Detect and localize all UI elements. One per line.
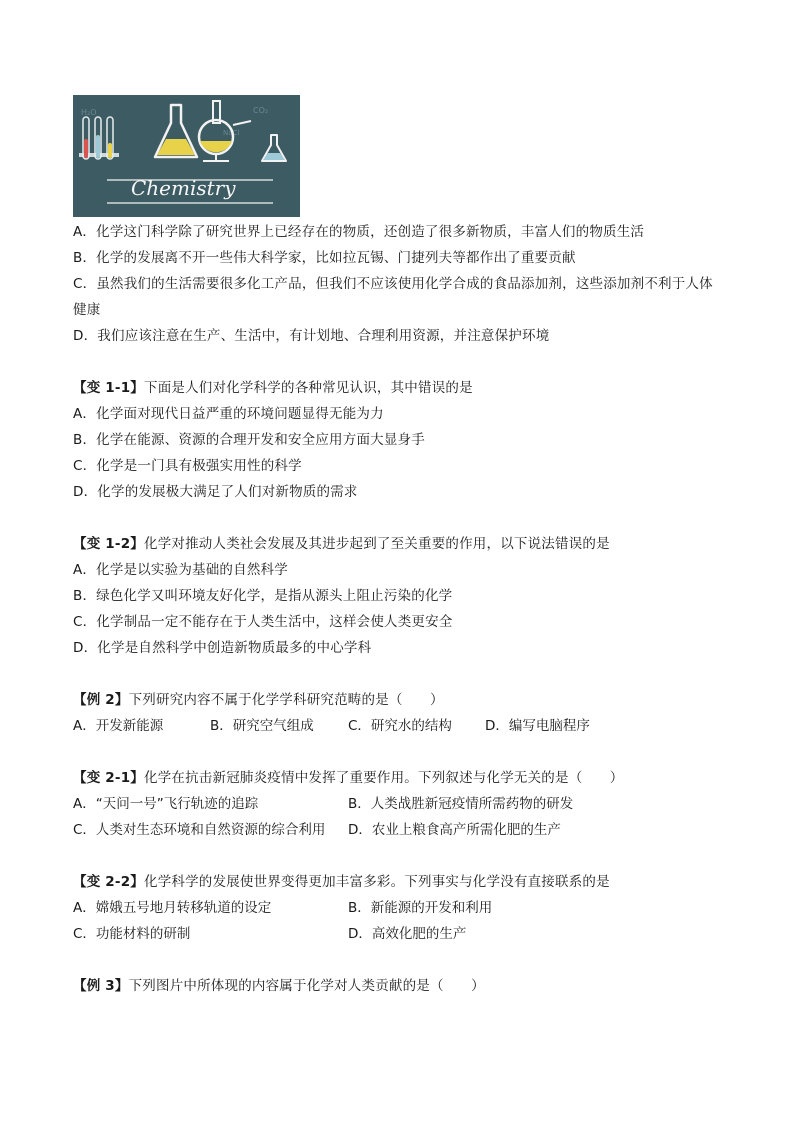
v12-option-a: A．化学是以实验为基础的自然科学 (73, 562, 288, 578)
question-tag: 【变 1-1】 (73, 380, 144, 396)
v12-option-c: C．化学制品一定不能存在于人类生活中，这样会使人类更安全 (73, 614, 453, 630)
question-v2-1 (73, 768, 624, 788)
v21-option-d: D．农业上粮食高产所需化肥的生产 (348, 822, 561, 838)
question-v1-1 (73, 378, 473, 398)
v12-option-d: D．化学是自然科学中创造新物质最多的中心学科 (73, 640, 372, 656)
ex2-option-a: A．开发新能源 (73, 718, 164, 734)
v22-option-d: D．高效化肥的生产 (348, 926, 467, 942)
question-tag: 【变 2-2】 (73, 874, 144, 890)
question-stem: 下列研究内容不属于化学学科研究范畴的是（ ） (128, 692, 444, 708)
q1-option-a: A．化学这门科学除了研究世界上已经存在的物质，还创造了很多新物质，丰富人们的物质生活 (73, 224, 645, 240)
ex2-option-b: B．研究空气组成 (210, 718, 314, 734)
v22-option-c: C．功能材料的研制 (73, 926, 191, 942)
v11-option-b: B．化学在能源、资源的合理开发和安全应用方面大显身手 (73, 432, 425, 448)
question-v1-2 (73, 534, 610, 554)
question-example-2 (73, 690, 444, 710)
svg-text:CO₂: CO₂ (253, 106, 269, 115)
v21-option-c: C．人类对生态环境和自然资源的综合利用 (73, 822, 326, 838)
chemistry-illustration (73, 95, 300, 217)
chemistry-banner-image (73, 95, 300, 217)
question-stem: 化学在抗击新冠肺炎疫情中发挥了重要作用。下列叙述与化学无关的是（ ） (144, 770, 624, 786)
q1-option-b: B．化学的发展离不开一些伟大科学家，比如拉瓦锡、门捷列夫等都作出了重要贡献 (73, 250, 576, 266)
question-stem: 下列图片中所体现的内容属于化学对人类贡献的是（ ） (128, 978, 485, 994)
v11-option-c: C．化学是一门具有极强实用性的科学 (73, 458, 302, 474)
q1-option-c-continued: 健康 (73, 302, 101, 318)
v22-options-row-2 (73, 924, 733, 944)
v11-option-a: A．化学面对现代日益严重的环境问题显得无能为力 (73, 406, 384, 422)
question-tag: 【变 1-2】 (73, 536, 144, 552)
v22-options-row-1 (73, 898, 733, 918)
q1-option-c: C．虽然我们的生活需要很多化工产品，但我们不应该使用化学合成的食品添加剂，这些添加剂不利于人体 (73, 276, 713, 292)
v12-option-b: B．绿色化学又叫环境友好化学，是指从源头上阻止污染的化学 (73, 588, 453, 604)
svg-text:H₂O: H₂O (81, 108, 97, 117)
question-tag: 【例 3】 (73, 978, 129, 994)
ex2-options-row (73, 716, 733, 736)
v11-option-d: D．化学的发展极大满足了人们对新物质的需求 (73, 484, 358, 500)
v21-option-b: B．人类战胜新冠疫情所需药物的研发 (348, 796, 574, 812)
ex2-option-c: C．研究水的结构 (348, 718, 452, 734)
ex2-option-d: D．编写电脑程序 (485, 718, 590, 734)
svg-text:NaCl: NaCl (223, 129, 240, 137)
question-stem: 下面是人们对化学科学的各种常见认识，其中错误的是 (144, 380, 473, 396)
question-stem: 化学科学的发展使世界变得更加丰富多彩。下列事实与化学没有直接联系的是 (144, 874, 610, 890)
question-tag: 【变 2-1】 (73, 770, 144, 786)
question-stem: 化学对推动人类社会发展及其进步起到了至关重要的作用，以下说法错误的是 (144, 536, 610, 552)
v22-option-b: B．新能源的开发和利用 (348, 900, 493, 916)
q1-option-d: D．我们应该注意在生产、生活中，有计划地、合理利用资源，并注意保护环境 (73, 328, 550, 344)
question-example-3 (73, 976, 485, 996)
chemistry-lettering: Chemistry (131, 176, 236, 200)
v21-option-a: A．“天问一号”飞行轨迹的追踪 (73, 796, 259, 812)
v21-options-row-2 (73, 820, 733, 840)
v21-options-row-1 (73, 794, 733, 814)
question-tag: 【例 2】 (73, 692, 129, 708)
question-v2-2 (73, 872, 610, 892)
v22-option-a: A．嫦娥五号地月转移轨道的设定 (73, 900, 272, 916)
